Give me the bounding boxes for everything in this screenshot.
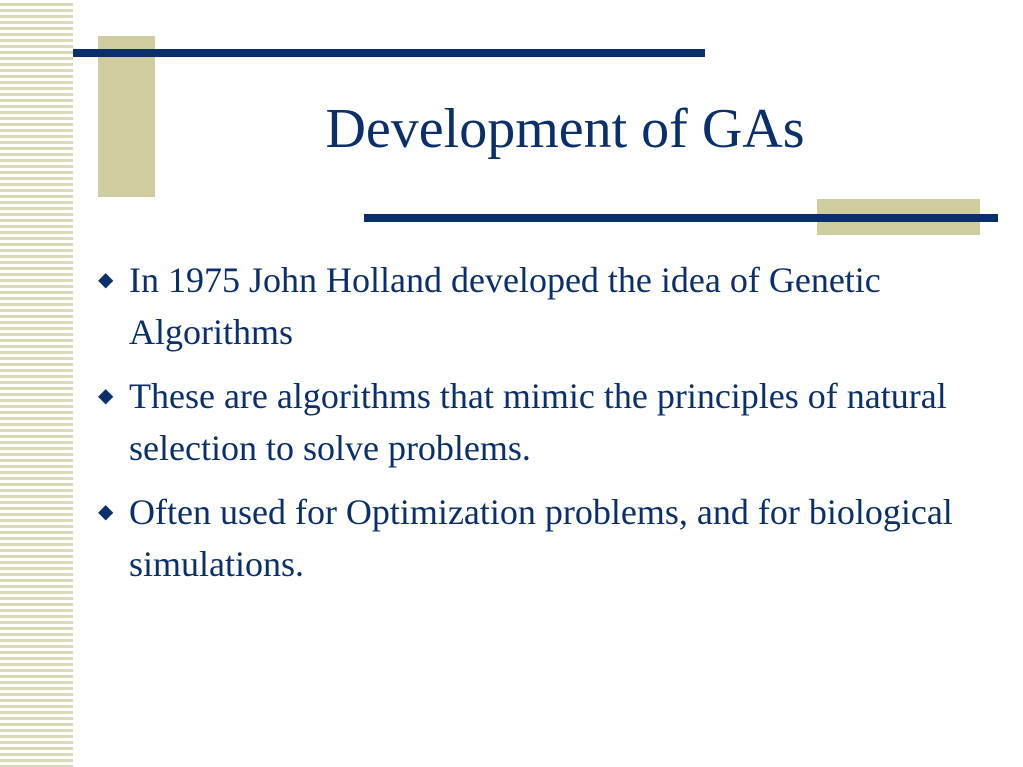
bullet-item xyxy=(96,486,991,590)
diamond-bullet-icon: ◆ xyxy=(98,385,114,407)
title-rule-top xyxy=(73,49,705,57)
slide-title: Development of GAs xyxy=(325,98,805,160)
diamond-bullet-icon: ◆ xyxy=(98,501,114,523)
decorative-block-left xyxy=(98,36,155,197)
diamond-bullet-icon: ◆ xyxy=(98,269,114,291)
bullet-list xyxy=(96,254,991,602)
bullet-item xyxy=(96,254,991,358)
bullet-item xyxy=(96,370,991,474)
bullet-text: These are algorithms that mimic the principles of natural selection to solve problems. xyxy=(129,376,947,468)
title-rule-bottom xyxy=(364,214,998,222)
striped-margin xyxy=(0,0,73,767)
bullet-text: Often used for Optimization problems, and for biological simulations. xyxy=(129,492,953,584)
bullet-text: In 1975 John Holland developed the idea of Genetic Algorithms xyxy=(129,260,881,352)
